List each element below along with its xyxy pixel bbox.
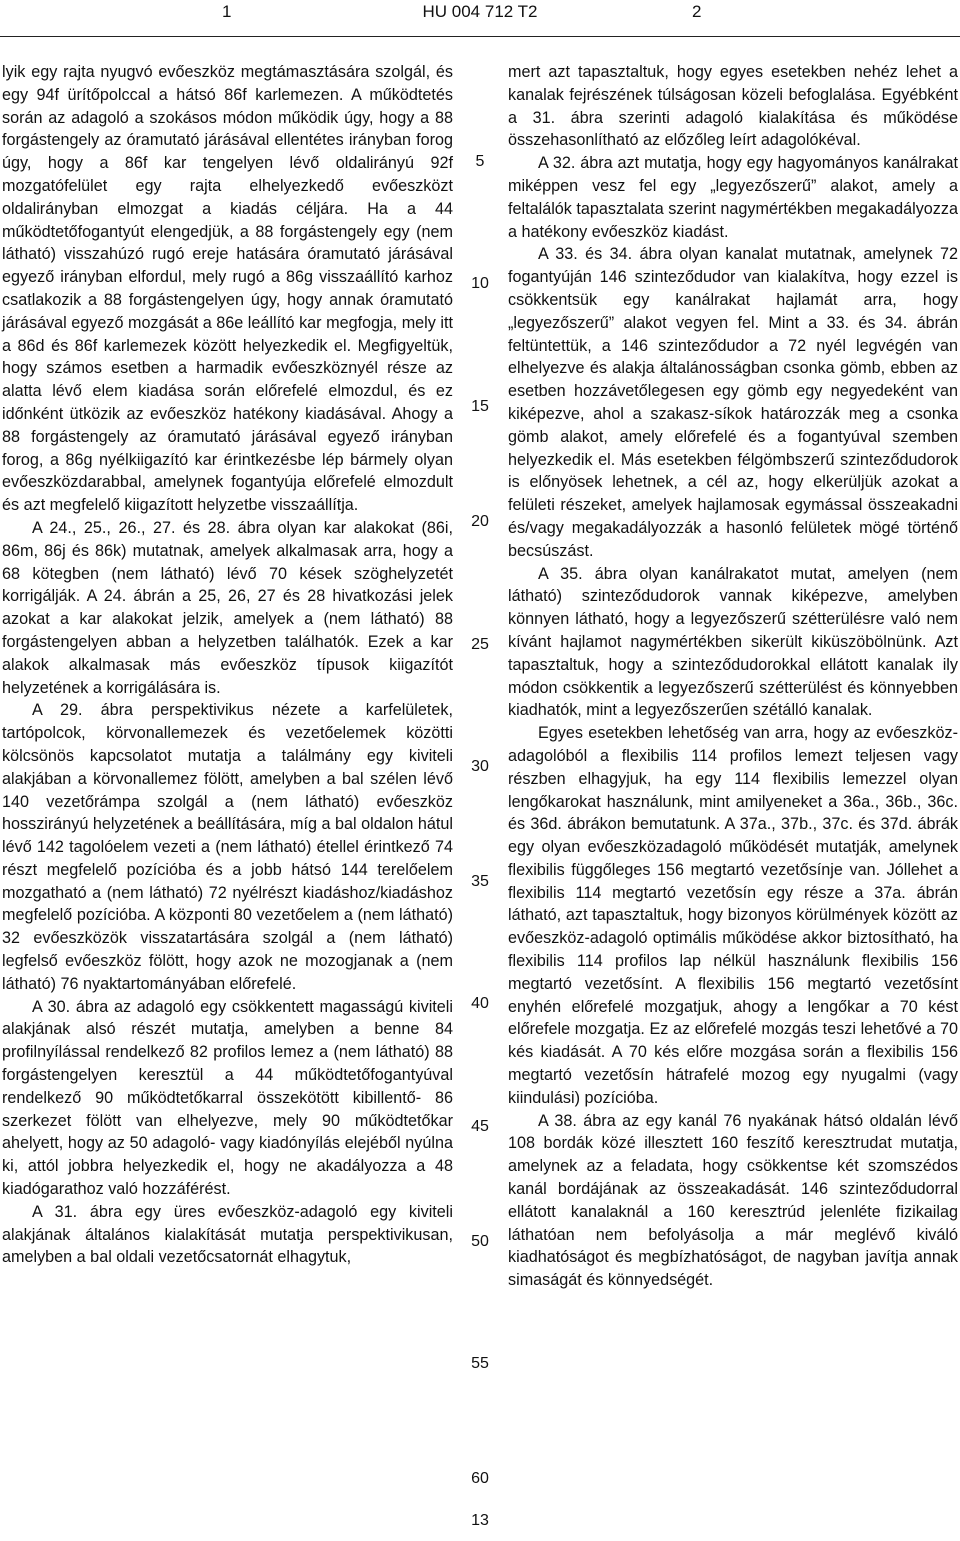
- right-column: [508, 61, 958, 1292]
- left-paragraph-4: A 30. ábra az adagoló egy csökkentett magasságú kiviteli alakjának alsó részét mutatja, amelyben a benne 84 profilnyílással rendelkező 82 profilos lemez a (nem látható) 88 forgástengelyen keresztül a 44 működtetőfogantyúval rendelkező 90 működtetőkarral összekötött kibillentő- 86 szerkezet fölött van elhelyezve, mely 90 működtetőkar ahelyett, hogy az 50 adagoló- vagy kiadónyílás elejéből nyúlna ki, attól jobbra helyezkedik el, hogy ne akadályozza a 48 kiadógarathoz való hozzáférést.: [2, 997, 453, 1199]
- line-number-5: 5: [475, 153, 485, 170]
- line-number-25: 25: [471, 636, 489, 653]
- left-column: [2, 61, 453, 1269]
- line-number-50: 50: [471, 1233, 489, 1250]
- left-paragraph-5: A 31. ábra egy üres evőeszköz-adagoló egy kiviteli alakjának általános kialakítását mutatja perspektivikusan, amelyben a bal oldali vezetőcsatornát elhagytuk,: [2, 1202, 453, 1267]
- right-paragraph-2: A 32. ábra azt mutatja, hogy egy hagyományos kanálrakat miképpen vesz fel egy „legyezőszerű” alakot, amely a feltalálók tapasztalata szerint nagymértékben megakadályozza a hatékony evőeszköz kiadást.: [508, 154, 958, 241]
- right-paragraph-5: Egyes esetekben lehetőség van arra, hogy az evőeszköz-adagolóból a flexibilis 114 profilos lemezt teljesen vagy részben elhagyjuk, ha egy 114 flexibilis lemezzel olyan lengőkarokat használunk, mint amilyeneket a 36a., 36b., 36c. és 36d. ábrákon bemutatunk. A 37a., 37b., 37c. és 37d. ábrák egy olyan evőeszközadagoló működését mutatják, amelynek flexibilis függőleges 156 megtartó vezetősínje van. Jóllehet a flexibilis 114 megtartó vezetősín egy része a 37a. ábrán látható, azt tapasztaltuk, hogy bizonyos körülmények között az evőeszköz-adagoló optimális működése akkor biztosítható, ha flexibilis 114 profilos lap nélkül használunk flexibilis 156 megtartó vezetősínt. A flexibilis 156 megtartó vezetősínt enyhén előrefelé mozgatjuk, ahogy a lengőkar a 70 kést előrefele mozgatja. Ez az előrefelé mozgás teszi lehetővé a 70 kés kiadását. A 70 kés előre mozgása során a flexibilis 156 megtartó vezetősín hátrafelé mozog egy nyugalmi (vagy kiindulási) pozícióba.: [508, 724, 958, 1107]
- right-paragraph-1: mert azt tapasztaltuk, hogy egyes esetekben nehéz lehet a kanalak fejrészének túlságosan közeli befoglalása. Egyébként a 31. ábra szerinti adagoló kialakítása és működése összehasonlítható az előzőleg leírt adagolókéval.: [508, 63, 958, 150]
- line-number-10: 10: [471, 275, 489, 292]
- line-number-55: 55: [471, 1355, 489, 1372]
- line-number-35: 35: [471, 873, 489, 890]
- left-paragraph-2: A 24., 25., 26., 27. és 28. ábra olyan kar alakokat (86i, 86m, 86j és 86k) mutatnak, amelyek alkalmasak arra, hogy a 68 kötegben (nem látható) lévő 70 kések szöghelyzetét korrigálják. A 24. ábrán a 25, 26, 27 és 28 hivatkozási jelek azokat a kar alakokat jelzik, amelyek a (nem látható) 88 forgástengelyen abban a helyzetben találhatók. Ezek a kar alakok alkalmasak más evőeszköz típusok kiigazítót helyzetének a korrigálására is.: [2, 518, 453, 697]
- line-number-30: 30: [471, 758, 489, 775]
- left-page-number: 1: [222, 2, 232, 21]
- page-footer-number: 13: [471, 1512, 489, 1529]
- line-number-60: 60: [471, 1470, 489, 1487]
- line-number-40: 40: [471, 995, 489, 1012]
- line-number-45: 45: [471, 1118, 489, 1135]
- line-number-15: 15: [471, 398, 489, 415]
- left-paragraph-3: A 29. ábra perspektivikus nézete a karfelületek, tartópolcok, körvonallemezek és vezetőelemek közötti kölcsönös kapcsolatot mutatja a találmány egy kiviteli alakjában a körvonallemez fölött, amelyben a bal szélen lévő 140 vezetőrámpa szolgál a (nem látható) evőeszköz hosszirányú helyzetének a beállítására, míg a bal oldalon hátul lévő 142 tagolóelem vezeti a (nem látható) étellel érintkező 74 részt megfelelő pozícióba és a jobb hátsó 144 terelőelem mozgatható a (nem látható) 72 nyélrészt kiadáshoz/kiadáshoz megfelelő pozícióba. A központi 80 vezetőelem a (nem látható) 32 evőeszközök visszatartására szolgál a (nem látható) legfelső evőeszköz fölött, hogy azok ne mozogjanak a (nem látható) 76 nyaktartományában előrefelé.: [2, 701, 453, 993]
- document-id: HU 004 712 T2: [422, 2, 538, 21]
- right-paragraph-4: A 35. ábra olyan kanálrakatot mutat, amelyen (nem látható) szinteződudorok vannak kiképezve, amelyben könnyen látható, hogy a legyezőszerű szétterülésre való nem kívánt hajlamot nagymértékben sikerült kiküszöbölnünk. Azt tapasztaltuk, hogy a szinteződudorokkal ellátott kanalak ily módon csökkentik a legyezőszerű szétterülést és könnyebben kiadhatók, mint a legyezőszerűen szétálló kanalak.: [508, 564, 958, 720]
- right-paragraph-6: A 38. ábra az egy kanál 76 nyakának hátsó oldalán lévő 108 bordák közé illesztett 160 feszítő keresztrudat mutatja, amelynek az a feladata, hogy csökkentse két szomszédos kanál bordájának az összeakadását. 146 szinteződudorral ellátott kanalaknál a 160 keresztrúd jelenléte fizikailag láthatóan nem befolyásolja a már meglévő kiváló kiadhatóságot és megbízhatóságot, de nagyban javítja annak simaságát és könnyedségét.: [508, 1111, 958, 1290]
- right-paragraph-3: A 33. és 34. ábra olyan kanalat mutatnak, amelynek 72 fogantyúján 146 szinteződudor van kialakítva, hogy ezzel is csökkentsük egy kanálrakat hajlamát arra, hogy „legyezőszerű” alakot vegyen fel. Mint a 33. és 34. ábrán feltüntettük, a 146 szinteződudor a 72 nyél legvégén van elhelyezve és alakja általánosságban csonka gömb, ebben az esetben hozzávetőlegesen egy gömb egy negyedeként van kiképezve, ahol a szakasz-síkok határozzák meg a csonka gömb alakot, amely előrefelé és a fogantyúval szemben helyezkedik el. Más esetekben félgömbszerű szinteződudorok is előnyösek lehetnek, a cél az, hogy elkerüljük azokat a felületi részeket, amelyek hajlamosak egymással összeakadni és/vagy megakadályozzák a hasonló felületek mögé történő becsúszást.: [508, 245, 958, 560]
- left-paragraph-1: lyik egy rajta nyugvó evőeszköz megtámasztására szolgál, és egy 94f ürítőpolccal a hátsó 86f karlemezen. A működtetés során az adagoló a szokásos módon működik úgy, hogy a 88 forgástengely az óramutató járásával ellentétes irányban forog úgy, hogy a 86f kar tengelyen lévő oldalirányú 92f mozgatófelület egy rajta elhelyezkedő evőeszközt oldalirányban elmozgat a kiadás céljára. Ha a 44 működtetőfogantyút elengedjük, a 88 forgástengely egy (nem látható) visszahúzó rugó ereje hatására óramutató járásával egyező irányban elfordul, mely rugó a 86g visszaállító karhoz csatlakozik a 88 forgástengelyen úgy, hogy annak óramutató járásával egyező mozgását a 86e leállító kar megfogja, mely itt a 86d és 86f karlemezek között helyezkedik el. Megfigyeltük, hogy számos esetben a harmadik evőeszköznyél része az alatta lévő elem kiadása során előrefelé elmozdul, és ez időnként ütközik az evőeszköz hatékony kiadásával. Ahogy a 88 forgástengely az óramutató járásával egyező irányban forog, a 86g nyélkiigazító kar érintkezésbe lép bármely olyan evőeszközdarabbal, amelynek fogantyúja előrefelé elmozdult és azt megfelelő kiigazított helyzetbe visszaállítja.: [2, 63, 453, 515]
- page-header: [0, 0, 960, 37]
- right-page-number: 2: [692, 2, 702, 21]
- line-number-20: 20: [471, 513, 489, 530]
